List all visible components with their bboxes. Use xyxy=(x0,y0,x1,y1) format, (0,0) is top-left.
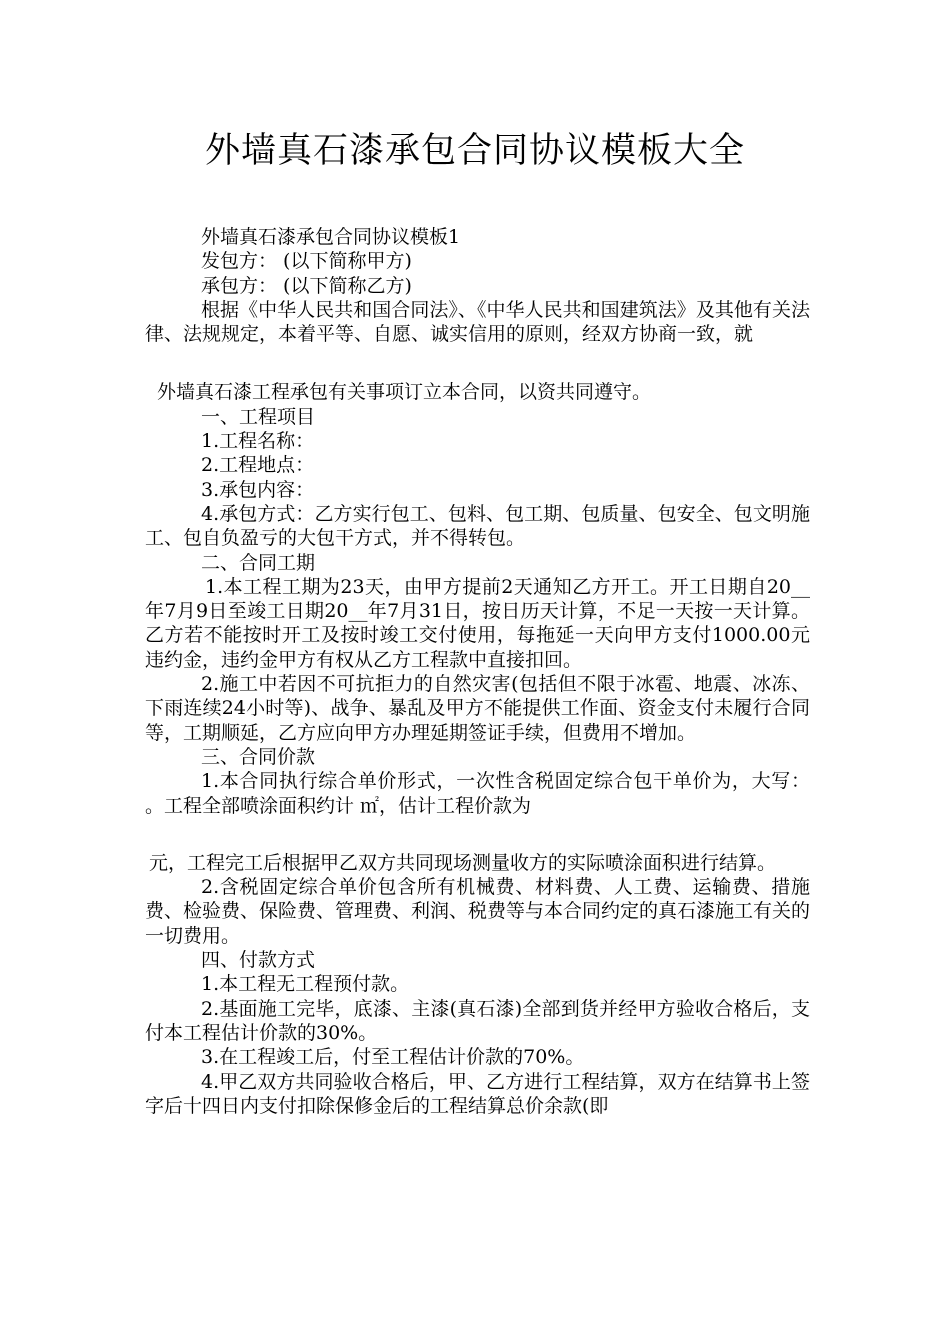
document-title: 外墙真石漆承包合同协议模板大全 xyxy=(204,131,745,171)
clause-heading-1: 一、工程项目 xyxy=(201,405,316,428)
clause-item: 2.含税固定综合单价包含所有机械费、材料费、人工费、运输费、措施费、检验费、保险费、管理费、利润、税费等与本合同约定的真石漆施工有关的一切费用。 xyxy=(145,876,811,947)
clause-heading-2: 二、合同工期 xyxy=(201,551,316,574)
spacer xyxy=(145,818,810,851)
clause-item: 4.甲乙双方共同验收合格后，甲、乙方进行工程结算，双方在结算书上签字后十四日内支付扣除保修金后的工程结算总价余款(即 xyxy=(145,1070,810,1117)
clause-item-continued: 元，工程完工后根据甲乙双方共同现场测量收方的实际喷涂面积进行结算。 xyxy=(149,851,777,874)
clause-heading-3: 三、合同价款 xyxy=(201,745,316,768)
clause-item: 1.本合同执行综合单价形式，一次性含税固定综合包干单价为，大写： 。工程全部喷涂面积约计 ㎡，估计工程价款为 xyxy=(145,770,810,817)
spacer xyxy=(145,346,810,380)
clause-item: 1.本工程无工程预付款。 xyxy=(201,973,410,996)
clause-item: 2.基面施工完毕，底漆、主漆(真石漆)全部到货并经甲方验收合格后，支付本工程估计价款的30%。 xyxy=(145,997,810,1044)
party-b-line: 承包方： (以下简称乙方) xyxy=(201,274,412,297)
preamble-continued: 外墙真石漆工程承包有关事项订立本合同，以资共同遵守。 xyxy=(157,381,652,404)
clause-item: 1.工程名称： xyxy=(201,430,315,453)
party-a-line: 发包方： (以下简称甲方) xyxy=(201,250,412,273)
clause-item: 2.施工中若因不可抗拒力的自然灾害(包括但不限于冰雹、地震、冰冻、下雨连续24小时等)、战争、暴乱及甲方不能提供工作面、资金支付未履行合同等，工期顺延，乙方应向甲方办理延期签证手续，但费用不增加。 xyxy=(145,673,810,744)
section-heading: 外墙真石漆承包合同协议模板1 xyxy=(201,226,461,248)
clause-item: 3.在工程竣工后，付至工程估计价款的70%。 xyxy=(201,1046,585,1069)
clause-heading-4: 四、付款方式 xyxy=(201,949,316,972)
clause-item: 3.承包内容： xyxy=(201,478,315,501)
clause-item: 1.本工程工期为23天，由甲方提前2天通知乙方开工。开工日期自20__年7月9日至竣工日期20__年7月31日，按日历天计算，不足一天按一天计算。乙方若不能按时开工及按时竣工交付使用，每拖延一天向甲方支付1000.00元违约金，违约金甲方有权从乙方工程款中直接扣回。 xyxy=(145,575,810,671)
preamble-paragraph: 根据《中华人民共和国合同法》、《中华人民共和国建筑法》及其他有关法律、法规规定，本着平等、自愿、诚实信用的原则，经双方协商一致，就 xyxy=(145,298,810,346)
clause-item: 4.承包方式：乙方实行包工、包料、包工期、包质量、包安全、包文明施工、包自负盈亏的大包干方式，并不得转包。 xyxy=(145,502,810,550)
document-body xyxy=(145,225,810,1118)
clause-item: 2.工程地点： xyxy=(201,454,315,477)
